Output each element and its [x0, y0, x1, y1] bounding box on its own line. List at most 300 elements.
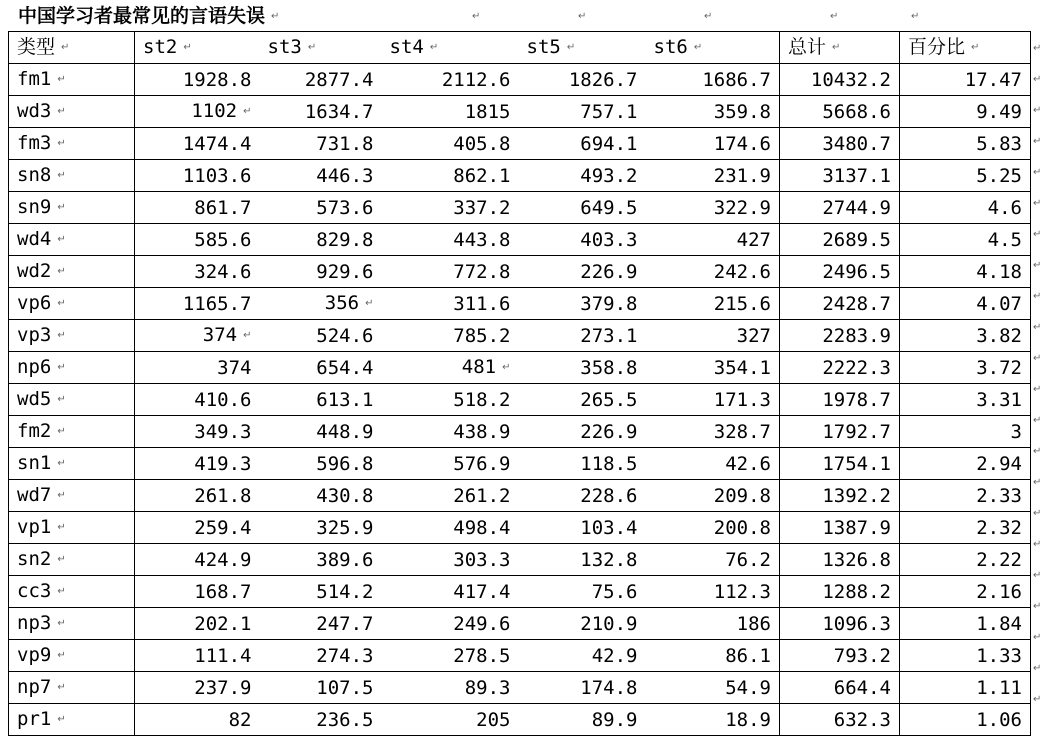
- row-end-mark-icon: ↵: [1033, 260, 1042, 271]
- value-text: 757.1: [580, 100, 638, 123]
- column-header-label: st3: [267, 36, 302, 58]
- value-text: 443.8: [453, 228, 511, 251]
- table-row: [9, 96, 1031, 128]
- value-text: 664.4: [833, 676, 891, 699]
- error-type-label: wd7: [17, 484, 52, 506]
- value-cell: [780, 128, 900, 160]
- value-text: 274.3: [316, 644, 374, 667]
- value-cell: [135, 640, 260, 672]
- value-text: 200.8: [713, 516, 771, 539]
- value-cell: [780, 416, 900, 448]
- value-text: 374: [202, 324, 238, 346]
- value-text: 2222.3: [822, 356, 891, 379]
- value-text: 107.5: [316, 676, 374, 699]
- paragraph-mark-icon: ↵: [57, 74, 66, 85]
- column-header-label: 总计: [788, 36, 827, 58]
- table-row: [9, 416, 1031, 448]
- value-text: 2689.5: [822, 228, 891, 251]
- value-cell: [900, 160, 1031, 192]
- value-text: 524.6: [316, 324, 374, 347]
- row-end-mark-icon: ↵: [1033, 508, 1042, 519]
- paragraph-mark-icon: ↵: [307, 42, 317, 53]
- value-cell: [519, 320, 646, 352]
- value-text: 694.1: [580, 132, 638, 155]
- error-type-cell: [9, 128, 135, 160]
- value-text: 481: [461, 356, 497, 378]
- error-type-cell: [9, 224, 135, 256]
- value-text: 10432.2: [810, 68, 891, 91]
- error-type-label: fm3: [17, 132, 52, 154]
- table-row: [9, 128, 1031, 160]
- value-cell: [780, 608, 900, 640]
- value-text: 1096.3: [822, 612, 891, 635]
- value-text: 5.25: [976, 164, 1022, 187]
- value-cell: [519, 160, 646, 192]
- column-header-label: st5: [526, 36, 561, 58]
- value-cell: [519, 224, 646, 256]
- value-cell: [519, 352, 646, 384]
- value-text: 4.5: [987, 228, 1022, 251]
- paragraph-mark-icon: ↵: [57, 426, 66, 437]
- paragraph-mark-icon: ↵: [911, 11, 920, 22]
- table-row: [9, 640, 1031, 672]
- value-cell: [646, 256, 780, 288]
- row-end-mark-icon: ↵: [1033, 632, 1042, 643]
- value-text: 2283.9: [822, 324, 891, 347]
- value-cell: [382, 512, 519, 544]
- column-header-label: 百分比: [908, 36, 966, 58]
- value-cell: [382, 640, 519, 672]
- column-header: [9, 32, 135, 64]
- speech-error-table: [8, 31, 1031, 736]
- value-cell: [519, 96, 646, 128]
- value-cell: [135, 448, 260, 480]
- value-text: 613.1: [316, 388, 374, 411]
- value-cell: [900, 448, 1031, 480]
- value-text: 410.6: [194, 388, 252, 411]
- value-cell: [382, 64, 519, 96]
- error-type-label: vp6: [17, 292, 52, 314]
- paragraph-mark-icon: ↵: [183, 42, 192, 53]
- error-type-label: wd2: [17, 260, 52, 282]
- error-type-label: cc3: [17, 580, 52, 602]
- row-end-mark-icon: ↵: [1033, 384, 1042, 395]
- value-cell: [646, 160, 780, 192]
- value-cell: [780, 448, 900, 480]
- value-text: 2112.6: [441, 68, 511, 91]
- value-cell: [519, 544, 646, 576]
- value-cell: [382, 608, 519, 640]
- value-text: 1102: [191, 100, 238, 122]
- value-text: 311.6: [453, 292, 511, 315]
- value-cell: [646, 672, 780, 704]
- value-cell: [780, 256, 900, 288]
- value-text: 2877.4: [304, 68, 374, 91]
- value-text: 174.6: [713, 132, 771, 155]
- paragraph-mark-icon: ↵: [57, 202, 66, 213]
- value-text: 112.3: [713, 580, 771, 603]
- error-type-cell: [9, 384, 135, 416]
- value-text: 5.83: [976, 132, 1022, 155]
- value-cell: [646, 416, 780, 448]
- table-row: [9, 576, 1031, 608]
- value-cell: [646, 384, 780, 416]
- paragraph-mark-icon: ↵: [243, 330, 252, 341]
- value-text: 231.9: [713, 164, 771, 187]
- value-text: 17.47: [964, 68, 1022, 91]
- table-row: [9, 448, 1031, 480]
- paragraph-mark-icon: ↵: [502, 362, 511, 373]
- value-cell: [260, 320, 382, 352]
- value-text: 493.2: [580, 164, 638, 187]
- row-end-mark-icon: ↵: [1033, 539, 1042, 550]
- value-cell: [519, 64, 646, 96]
- value-cell: [519, 192, 646, 224]
- value-text: 3.31: [976, 388, 1022, 411]
- value-cell: [382, 448, 519, 480]
- paragraph-mark-icon: ↵: [57, 490, 66, 501]
- value-text: 75.6: [591, 580, 638, 603]
- row-end-mark-icon: ↵: [1033, 570, 1042, 581]
- paragraph-mark-icon: ↵: [57, 362, 66, 373]
- error-type-cell: [9, 544, 135, 576]
- column-header: [382, 32, 519, 64]
- value-text: 419.3: [194, 452, 252, 475]
- value-text: 2496.5: [822, 260, 891, 283]
- value-cell: [519, 128, 646, 160]
- row-end-mark-icon: ↵: [1033, 601, 1042, 612]
- value-cell: [780, 352, 900, 384]
- value-cell: [900, 608, 1031, 640]
- value-text: 2428.7: [822, 292, 891, 315]
- value-text: 226.9: [580, 420, 638, 443]
- paragraph-mark-icon: ↵: [472, 11, 481, 22]
- value-cell: [900, 320, 1031, 352]
- value-text: 2744.9: [822, 196, 891, 219]
- table-row: [9, 608, 1031, 640]
- value-text: 1.33: [976, 644, 1022, 667]
- row-end-mark-icon: ↵: [1033, 291, 1042, 302]
- value-cell: [519, 704, 646, 736]
- value-cell: [646, 96, 780, 128]
- table-row: [9, 288, 1031, 320]
- value-text: 417.4: [453, 580, 511, 603]
- row-end-mark-icon: ↵: [1033, 353, 1042, 364]
- value-text: 3.72: [976, 356, 1022, 379]
- value-text: 2.22: [976, 548, 1022, 571]
- column-header: [260, 32, 382, 64]
- value-cell: [900, 512, 1031, 544]
- column-header-label: st6: [653, 36, 688, 58]
- value-text: 1792.7: [822, 420, 891, 443]
- error-type-cell: [9, 96, 135, 128]
- value-text: 1.11: [976, 676, 1022, 699]
- value-text: 236.5: [316, 708, 374, 731]
- value-text: 573.6: [316, 196, 374, 219]
- value-text: 349.3: [194, 420, 252, 443]
- value-text: 1288.2: [822, 580, 891, 603]
- table-row: [9, 64, 1031, 96]
- value-text: 1754.1: [822, 452, 891, 475]
- paragraph-mark-icon: ↵: [57, 458, 66, 469]
- value-text: 596.8: [316, 452, 374, 475]
- value-cell: [382, 160, 519, 192]
- table-row: [9, 256, 1031, 288]
- value-cell: [260, 256, 382, 288]
- value-text: 585.6: [194, 228, 252, 251]
- value-text: 3: [1010, 420, 1022, 443]
- row-end-mark-icon: ↵: [1033, 167, 1042, 178]
- paragraph-mark-icon: ↵: [832, 42, 841, 53]
- value-text: 793.2: [833, 644, 891, 667]
- value-text: 202.1: [194, 612, 252, 635]
- table-header-row: [9, 32, 1031, 64]
- value-cell: [260, 352, 382, 384]
- row-end-mark-icon: ↵: [1033, 446, 1042, 457]
- paragraph-mark-icon: ↵: [971, 42, 980, 53]
- value-cell: [135, 96, 260, 128]
- value-cell: [135, 128, 260, 160]
- row-end-mark-icon: ↵: [1033, 136, 1042, 147]
- value-cell: [519, 576, 646, 608]
- value-cell: [780, 480, 900, 512]
- value-text: 438.9: [453, 420, 511, 443]
- error-type-cell: [9, 256, 135, 288]
- value-text: 265.5: [580, 388, 638, 411]
- value-text: 89.9: [591, 708, 638, 731]
- row-end-mark-icon: ↵: [1033, 198, 1042, 209]
- paragraph-mark-icon: ↵: [57, 522, 66, 533]
- paragraph-mark-icon: ↵: [57, 714, 66, 725]
- value-text: 518.2: [453, 388, 511, 411]
- value-text: 354.1: [713, 356, 771, 379]
- value-text: 132.8: [580, 548, 638, 571]
- value-text: 424.9: [194, 548, 252, 571]
- value-text: 1103.6: [182, 164, 252, 187]
- value-text: 1392.2: [822, 484, 891, 507]
- value-text: 576.9: [453, 452, 511, 475]
- value-text: 42.9: [591, 644, 638, 667]
- error-type-cell: [9, 512, 135, 544]
- value-text: 862.1: [453, 164, 511, 187]
- table-row: [9, 704, 1031, 736]
- value-text: 215.6: [713, 292, 771, 315]
- value-cell: [260, 480, 382, 512]
- error-type-label: sn2: [17, 548, 52, 570]
- value-text: 9.49: [976, 100, 1022, 123]
- table-row: [9, 192, 1031, 224]
- error-type-label: fm2: [17, 420, 52, 442]
- error-type-cell: [9, 576, 135, 608]
- value-text: 3137.1: [822, 164, 891, 187]
- value-text: 356: [324, 292, 360, 314]
- value-cell: [780, 224, 900, 256]
- error-type-label: wd3: [17, 100, 52, 122]
- error-type-cell: [9, 480, 135, 512]
- value-cell: [382, 352, 519, 384]
- paragraph-mark-icon: ↵: [57, 330, 66, 341]
- error-type-cell: [9, 608, 135, 640]
- value-text: 374: [217, 356, 252, 379]
- document-title-text: 中国学习者最常见的言语失误: [18, 5, 266, 27]
- value-text: 4.6: [987, 196, 1022, 219]
- value-cell: [135, 672, 260, 704]
- table-row: [9, 480, 1031, 512]
- value-text: 929.6: [316, 260, 374, 283]
- value-cell: [519, 448, 646, 480]
- value-cell: [780, 640, 900, 672]
- value-cell: [780, 288, 900, 320]
- value-text: 1165.7: [182, 292, 252, 315]
- value-cell: [382, 320, 519, 352]
- value-cell: [382, 576, 519, 608]
- value-text: 446.3: [316, 164, 374, 187]
- value-cell: [135, 576, 260, 608]
- value-text: 3480.7: [822, 132, 891, 155]
- value-text: 18.9: [725, 708, 771, 731]
- value-cell: [646, 352, 780, 384]
- value-cell: [646, 480, 780, 512]
- value-cell: [135, 352, 260, 384]
- error-type-cell: [9, 192, 135, 224]
- value-text: 86.1: [725, 644, 771, 667]
- value-text: 649.5: [580, 196, 638, 219]
- value-text: 209.8: [713, 484, 771, 507]
- value-text: 1474.4: [182, 132, 252, 155]
- value-cell: [900, 704, 1031, 736]
- value-text: 54.9: [725, 676, 771, 699]
- value-cell: [135, 192, 260, 224]
- paragraph-mark-icon: ↵: [57, 298, 66, 309]
- paragraph-mark-icon: ↵: [61, 42, 70, 53]
- paragraph-mark-icon: ↵: [830, 11, 839, 22]
- value-cell: [646, 288, 780, 320]
- error-type-cell: [9, 448, 135, 480]
- value-text: 247.7: [316, 612, 374, 635]
- table-row: [9, 160, 1031, 192]
- value-cell: [382, 288, 519, 320]
- value-text: 278.5: [453, 644, 511, 667]
- column-header-label: st2: [143, 36, 178, 58]
- value-text: 228.6: [580, 484, 638, 507]
- table-row: [9, 224, 1031, 256]
- paragraph-mark-icon: ↵: [578, 11, 587, 22]
- paragraph-mark-icon: ↵: [57, 394, 66, 405]
- value-text: 3.82: [976, 324, 1022, 347]
- error-type-cell: [9, 640, 135, 672]
- paragraph-mark-icon: ↵: [57, 106, 66, 117]
- value-cell: [646, 608, 780, 640]
- value-cell: [900, 384, 1031, 416]
- value-cell: [135, 256, 260, 288]
- value-cell: [780, 320, 900, 352]
- table-row: [9, 672, 1031, 704]
- error-type-cell: [9, 672, 135, 704]
- value-text: 327: [736, 324, 771, 347]
- value-cell: [900, 416, 1031, 448]
- value-cell: [382, 224, 519, 256]
- paragraph-mark-icon: ↵: [57, 234, 66, 245]
- value-text: 82: [228, 708, 252, 731]
- value-text: 89.3: [464, 676, 511, 699]
- value-cell: [135, 416, 260, 448]
- value-cell: [780, 704, 900, 736]
- value-text: 1.06: [976, 708, 1022, 731]
- value-cell: [900, 640, 1031, 672]
- value-text: 337.2: [453, 196, 511, 219]
- value-cell: [519, 512, 646, 544]
- value-text: 242.6: [713, 260, 771, 283]
- value-cell: [646, 512, 780, 544]
- value-cell: [135, 320, 260, 352]
- value-text: 772.8: [453, 260, 511, 283]
- error-type-label: pr1: [17, 708, 52, 730]
- value-text: 1978.7: [822, 388, 891, 411]
- value-text: 237.9: [194, 676, 252, 699]
- row-end-mark-icon: ↵: [1033, 43, 1042, 54]
- value-cell: [900, 672, 1031, 704]
- value-cell: [646, 640, 780, 672]
- paragraph-mark-icon: ↵: [693, 42, 703, 53]
- value-text: 2.16: [976, 580, 1022, 603]
- value-text: 118.5: [580, 452, 638, 475]
- value-cell: [519, 288, 646, 320]
- value-cell: [260, 64, 382, 96]
- column-header: [900, 32, 1031, 64]
- error-type-label: np7: [17, 676, 52, 698]
- table-row: [9, 384, 1031, 416]
- value-cell: [646, 192, 780, 224]
- paragraph-mark-icon: ↵: [57, 170, 66, 181]
- value-text: 379.8: [580, 292, 638, 315]
- value-cell: [135, 384, 260, 416]
- value-text: 111.4: [194, 644, 252, 667]
- value-cell: [780, 544, 900, 576]
- error-type-cell: [9, 160, 135, 192]
- paragraph-mark-icon: ↵: [704, 11, 713, 22]
- value-cell: [646, 576, 780, 608]
- value-cell: [646, 544, 780, 576]
- value-cell: [900, 288, 1031, 320]
- value-text: 389.6: [316, 548, 374, 571]
- value-cell: [260, 608, 382, 640]
- value-cell: [260, 640, 382, 672]
- value-cell: [900, 192, 1031, 224]
- value-cell: [260, 448, 382, 480]
- paragraph-mark-icon: ↵: [429, 42, 439, 53]
- value-text: 448.9: [316, 420, 374, 443]
- value-cell: [900, 480, 1031, 512]
- value-text: 427: [736, 228, 771, 251]
- row-end-mark-icon: ↵: [1033, 694, 1042, 705]
- error-type-cell: [9, 416, 135, 448]
- value-text: 186: [736, 612, 771, 635]
- table-row: [9, 512, 1031, 544]
- value-cell: [780, 192, 900, 224]
- paragraph-mark-icon: ↵: [365, 298, 374, 309]
- paragraph-mark-icon: ↵: [57, 554, 66, 565]
- value-cell: [646, 704, 780, 736]
- value-text: 4.07: [976, 292, 1022, 315]
- value-cell: [780, 384, 900, 416]
- value-text: 324.6: [194, 260, 252, 283]
- paragraph-mark-icon: ↵: [57, 650, 66, 661]
- value-text: 405.8: [453, 132, 511, 155]
- value-text: 76.2: [725, 548, 771, 571]
- value-cell: [382, 480, 519, 512]
- value-text: 303.3: [453, 548, 511, 571]
- value-cell: [519, 608, 646, 640]
